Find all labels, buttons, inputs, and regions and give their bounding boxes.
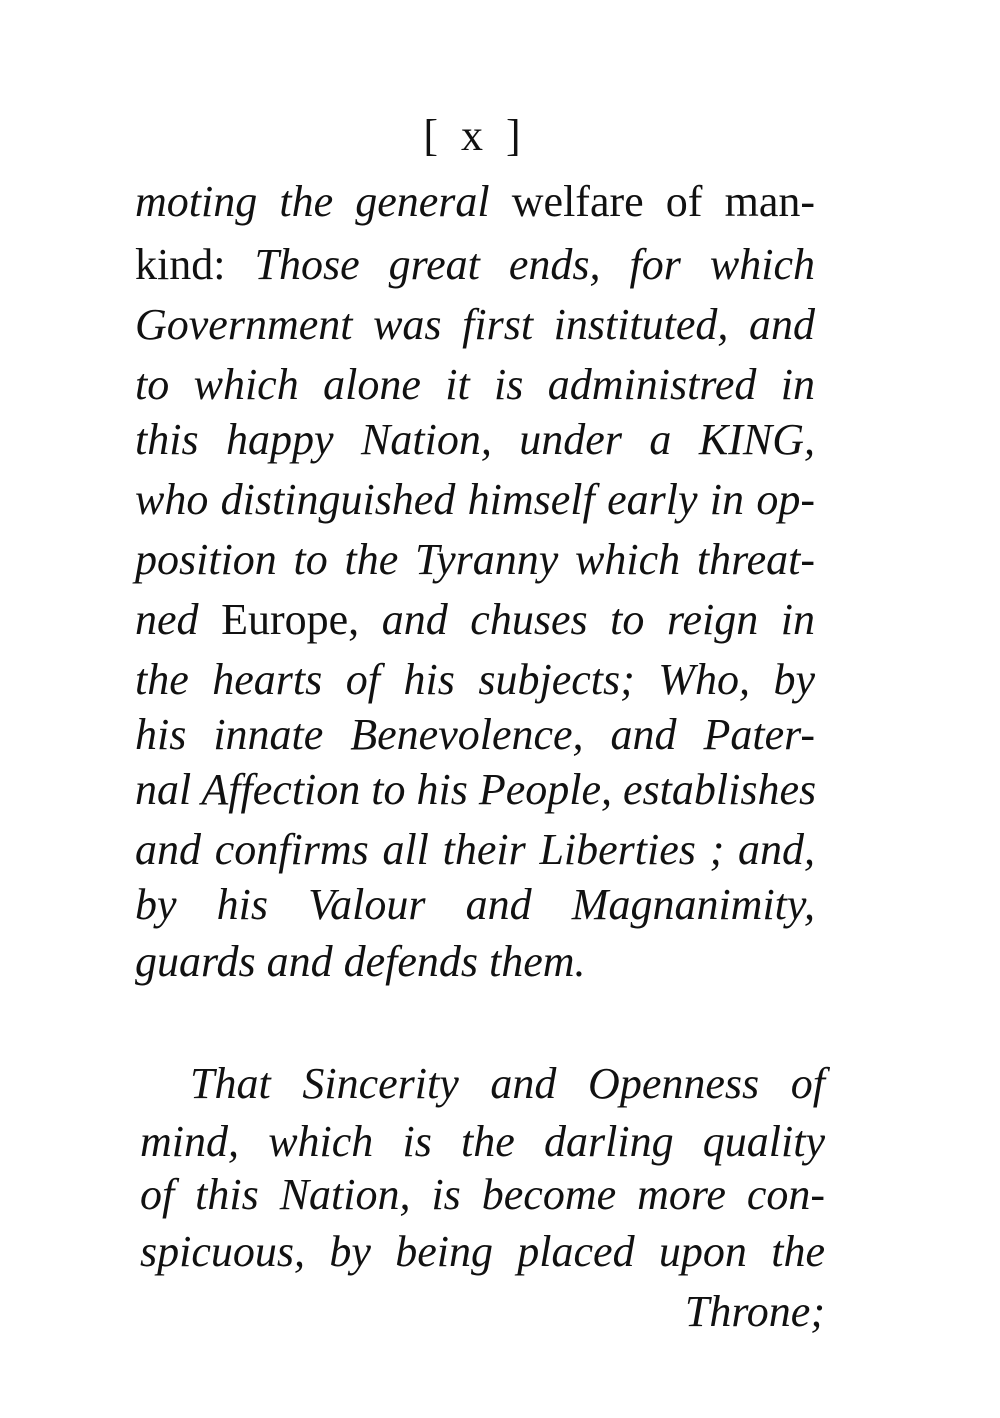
- text-line: [135, 177, 815, 226]
- text-line: [140, 1117, 825, 1166]
- page-number: [ x ]: [423, 111, 527, 160]
- text-line: [135, 937, 815, 986]
- text-line: [135, 710, 815, 759]
- italic-text: by his Valour and Magnanimity,: [135, 880, 815, 929]
- italic-text: That Sincerity and Openness of: [190, 1059, 825, 1108]
- catchword: [140, 1287, 825, 1336]
- text-line: [135, 300, 815, 349]
- text-line: [135, 360, 815, 409]
- italic-text: guards and defends them.: [135, 937, 586, 986]
- italic-text: Throne;: [684, 1287, 825, 1336]
- italic-text: of this Nation, is become more con-: [140, 1170, 825, 1219]
- text-line: [135, 415, 815, 464]
- roman-text: welfare of man-: [511, 177, 815, 226]
- text-line: [140, 1170, 825, 1219]
- italic-text: to which alone it is administred in: [135, 360, 815, 409]
- italic-text: and chuses to reign in: [359, 595, 816, 644]
- text-line: [135, 825, 815, 874]
- text-line: [140, 1227, 825, 1276]
- italic-text: ned: [135, 595, 222, 644]
- italic-text: spicuous, by being placed upon the: [140, 1227, 825, 1276]
- italic-text: position to the Tyranny which threat-: [135, 535, 815, 584]
- italic-text: who distinguished himself early in op-: [135, 475, 815, 524]
- text-line: [135, 765, 817, 814]
- italic-text: his innate Benevolence, and Pater-: [135, 710, 815, 759]
- italic-text: moting the general: [135, 177, 512, 226]
- roman-text: kind:: [135, 240, 226, 289]
- text-line: [135, 240, 815, 289]
- italic-text: Those great ends, for which: [225, 240, 815, 289]
- text-line: [135, 880, 815, 929]
- italic-text: mind, which is the darling quality: [140, 1117, 825, 1166]
- roman-text: Europe,: [221, 595, 360, 644]
- italic-text: this happy Nation, under a KING,: [135, 415, 815, 464]
- text-line: [190, 1059, 825, 1108]
- text-line: [135, 535, 815, 584]
- italic-text: nal Affection to his People, establishes: [135, 765, 817, 814]
- text-line: [135, 595, 816, 644]
- italic-text: and confirms all their Liberties ; and,: [135, 825, 815, 874]
- italic-text: Government was first instituted, and: [135, 300, 815, 349]
- text-line: [135, 475, 815, 524]
- text-line: [135, 655, 815, 704]
- italic-text: the hearts of his subjects; Who, by: [135, 655, 815, 704]
